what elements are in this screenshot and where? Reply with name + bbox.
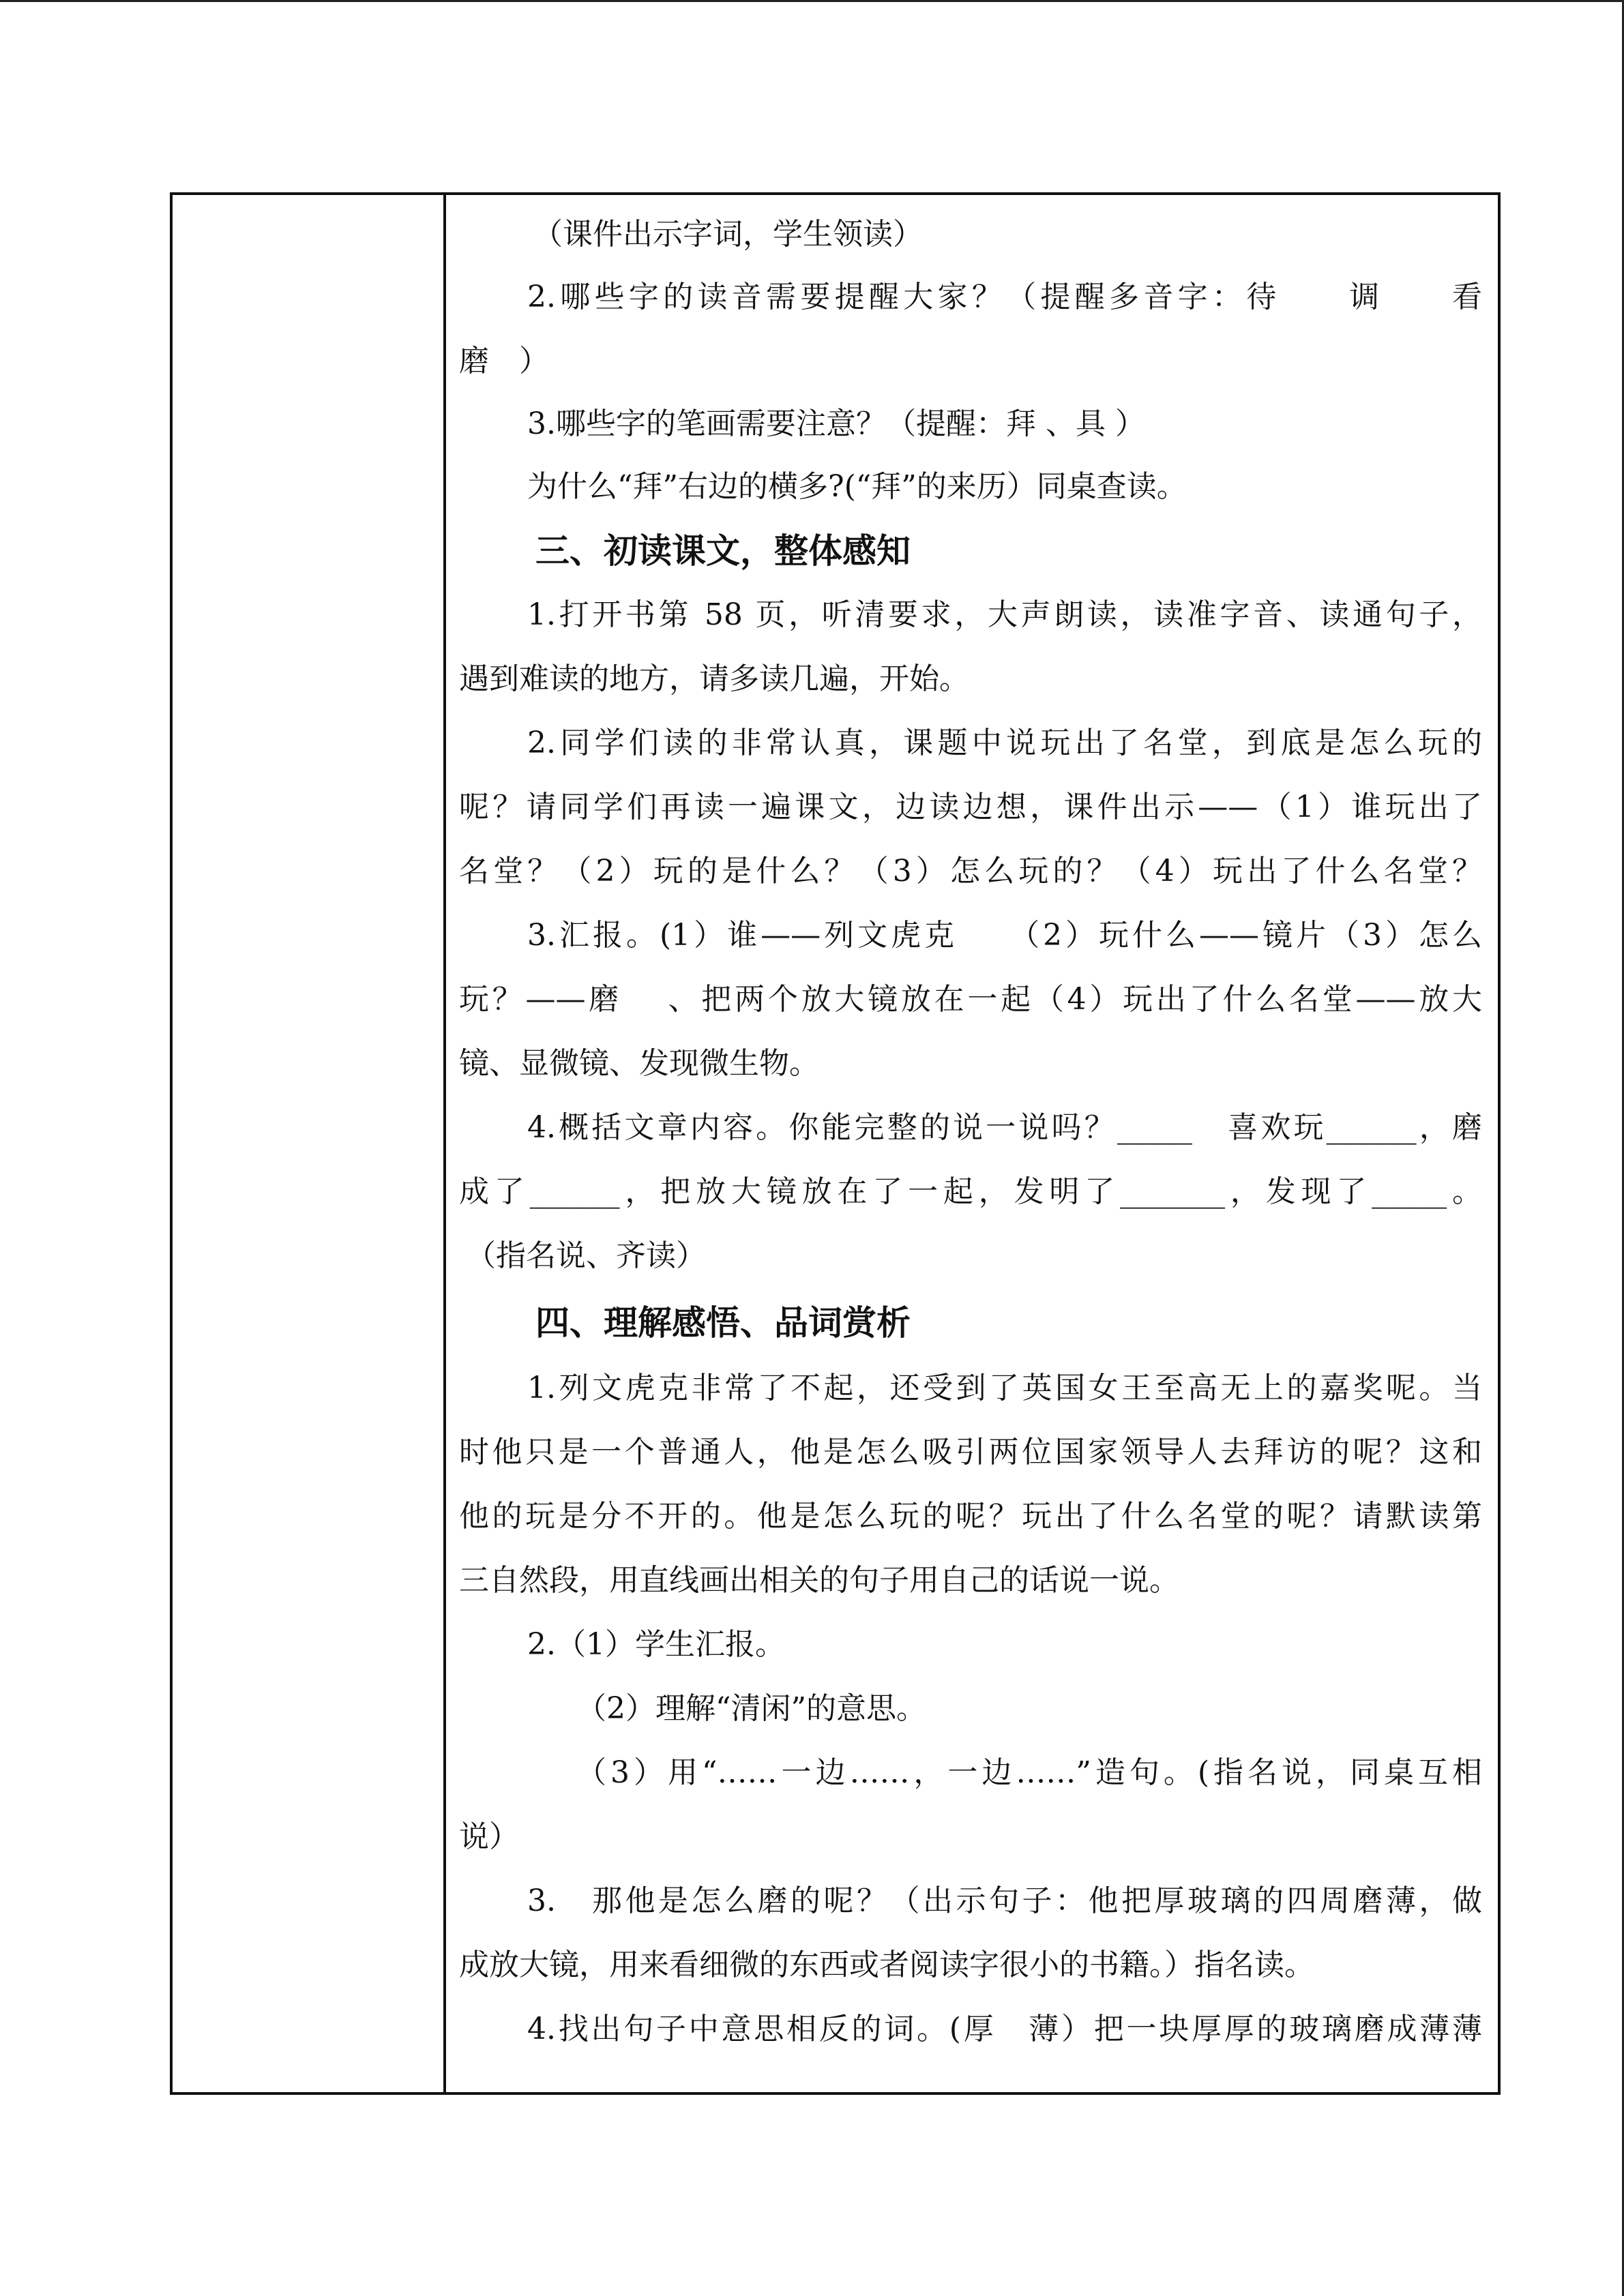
text-line: 4.概括文章内容。你能完整的说一说吗？_____ 喜欢玩______，磨 [527,1110,1482,1145]
text-line: 3.汇报。(1）谁——列文虎克 （2）玩什么——镜片（3）怎么 [527,918,1482,953]
section-heading: 三、初读课文，整体感知 [535,531,911,571]
text-line: （2）理解“清闲”的意思。 [576,1691,926,1726]
text-line: 镜、显微镜、发现微生物。 [459,1046,819,1081]
text-line: 他的玩是分不开的。他是怎么玩的呢？玩出了什么名堂的呢？请默读第 [459,1499,1482,1534]
text-line: （课件出示字词，学生领读） [533,217,923,252]
text-line: 成了______，把放大镜放在了一起，发明了_______，发现了_____。 [459,1174,1482,1209]
text-line: （指名说、齐读） [466,1238,706,1273]
left-column-cell [173,195,443,2092]
column-divider [443,195,446,2092]
text-line: 说） [459,1819,519,1854]
text-line: 磨 ） [459,344,549,378]
text-line: 为什么“拜”右边的横多?(“拜”的来历）同桌查读。 [527,469,1187,504]
text-line: 2.同学们读的非常认真，课题中说玩出了名堂，到底是怎么玩的 [527,726,1482,760]
text-line: 2.（1）学生汇报。 [527,1627,785,1662]
text-line: 三自然段，用直线画出相关的句子用自己的话说一说。 [459,1563,1179,1598]
text-line: 4.找出句子中意思相反的词。(厚 薄）把一块厚厚的玻璃磨成薄薄 [527,2012,1482,2046]
text-line: 3. 那他是怎么磨的呢？（出示句子：他把厚玻璃的四周磨薄，做 [527,1883,1482,1918]
text-line: 1.打开书第 58 页，听清要求，大声朗读，读准字音、读通句子， [527,597,1482,632]
section-heading: 四、理解感悟、品词赏析 [535,1302,911,1343]
text-line: 玩？——磨 、把两个放大镜放在一起（4）玩出了什么名堂——放大 [459,982,1482,1017]
text-line: （3）用“……一边……，一边……”造句。(指名说，同桌互相 [576,1755,1482,1790]
text-line: 3.哪些字的笔画需要注意？（提醒：拜 、具 ） [527,406,1145,441]
text-line: 1.列文虎克非常了不起，还受到了英国女王至高无上的嘉奖呢。当 [527,1371,1482,1405]
text-line: 成放大镜，用来看细微的东西或者阅读字很小的书籍。）指名读。 [459,1948,1314,1982]
page-top-border [0,0,1624,2]
text-line: 名堂？（2）玩的是什么？（3）怎么玩的？（4）玩出了什么名堂？ [459,854,1482,889]
text-line: 时他只是一个普通人，他是怎么吸引两位国家领导人去拜访的呢？这和 [459,1435,1482,1470]
text-line: 遇到难读的地方，请多读几遍，开始。 [459,661,969,696]
text-line: 呢？请同学们再读一遍课文，边读边想，课件出示——（1）谁玩出了 [459,790,1482,824]
lesson-table [170,192,1501,2095]
lesson-content-cell [459,195,1482,2092]
text-line: 2.哪些字的读音需要提醒大家？（提醒多音字：待 调 看 [527,280,1482,314]
